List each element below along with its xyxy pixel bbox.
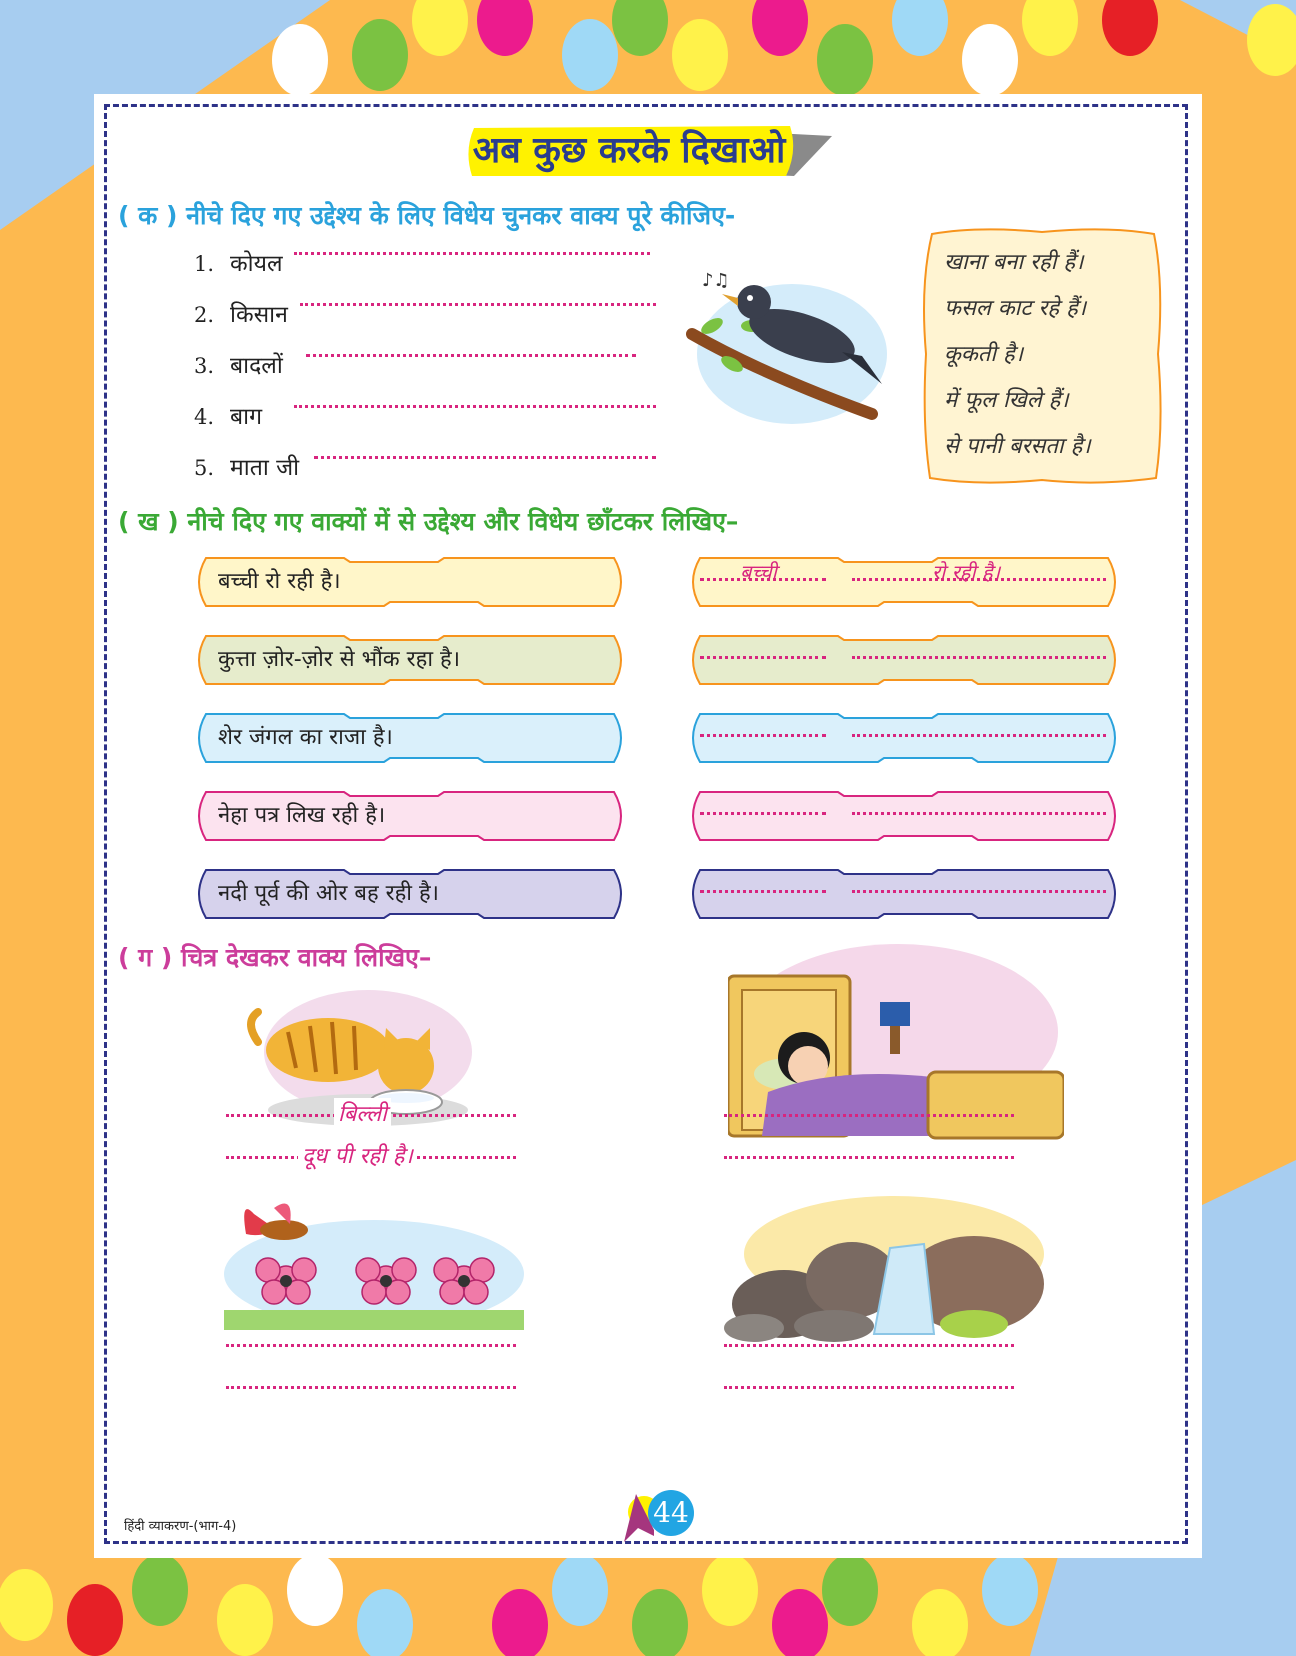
sentence-row <box>194 712 628 764</box>
butterfly-flowers-picture <box>224 1194 524 1330</box>
options-list <box>944 240 1091 470</box>
answer-row <box>688 868 1122 920</box>
list-item: 4. बाग <box>194 399 262 439</box>
sentence-row <box>194 556 628 608</box>
option-item: खाना बना रही हैं। <box>944 250 1084 275</box>
writing-line[interactable] <box>226 1384 516 1389</box>
sentence-text: कुत्ता ज़ोर-ज़ोर से भौंक रहा है। <box>218 647 461 672</box>
example-answer-line2: दूध पी रही है। <box>298 1140 417 1170</box>
predicate-answer-line[interactable] <box>852 720 1106 737</box>
subject-answer-line[interactable] <box>700 876 826 893</box>
subject-answer-line[interactable] <box>700 642 826 659</box>
list-item: 5. माता जी <box>194 450 299 490</box>
answer-line[interactable] <box>294 250 650 255</box>
page-number-badge <box>614 1484 694 1544</box>
sentence-text: नेहा पत्र लिख रही है। <box>218 803 386 828</box>
answer-row <box>688 556 1122 608</box>
answer-line[interactable] <box>306 352 636 357</box>
worksheet-page <box>94 94 1202 1558</box>
subject-answer: बच्ची <box>740 560 777 584</box>
page-title: अब कुछ करके दिखाओ <box>472 130 786 171</box>
writing-line[interactable] <box>724 1154 1014 1159</box>
answer-row <box>688 634 1122 686</box>
list-item: 1. कोयल <box>194 246 283 286</box>
sentence-text: बच्ची रो रही है। <box>218 569 341 594</box>
title-banner <box>464 122 834 180</box>
answer-line[interactable] <box>314 454 656 459</box>
svg-text:♪♫: ♪♫ <box>702 270 730 291</box>
answer-row <box>688 712 1122 764</box>
predicate-answer-line[interactable] <box>852 876 1106 893</box>
predicate-answer-line[interactable] <box>852 642 1106 659</box>
sentence-row <box>194 790 628 842</box>
page-number: 44 <box>648 1490 694 1536</box>
option-item: में फूल खिले हैं। <box>944 388 1069 413</box>
options-box <box>918 224 1166 490</box>
example-answer-line1: बिल्ली <box>334 1098 391 1128</box>
subject-answer-line[interactable] <box>700 798 826 815</box>
writing-line[interactable] <box>724 1112 1014 1117</box>
sentence-row <box>194 634 628 686</box>
option-item: कूकती है। <box>944 342 1024 367</box>
waterfall-picture <box>724 1194 1054 1344</box>
predicate-answer-line[interactable] <box>852 798 1106 815</box>
list-item: 2. किसान <box>194 297 288 337</box>
section-g-heading: ( ग ) चित्र देखकर वाक्य लिखिए– <box>118 943 432 972</box>
predicate-answer: रो रही है। <box>932 560 1001 584</box>
section-kh-heading: ( ख ) नीचे दिए गए वाक्यों में से उद्देश्य और विधेय छाँटकर लिखिए– <box>118 507 739 536</box>
answer-row <box>688 790 1122 842</box>
answer-line[interactable] <box>294 403 656 408</box>
option-item: फसल काट रहे हैं। <box>944 296 1087 321</box>
writing-line[interactable] <box>226 1342 516 1347</box>
list-item: 3. बादलों <box>194 348 283 388</box>
option-item: से पानी बरसता है। <box>944 434 1091 459</box>
sentence-text: शेर जंगल का राजा है। <box>218 725 393 750</box>
sentence-row <box>194 868 628 920</box>
section-k-heading: ( क ) नीचे दिए गए उद्देश्य के लिए विधेय चुनकर वाक्य पूरे कीजिए- <box>118 201 736 230</box>
subject-answer-line[interactable] <box>700 720 826 737</box>
sentence-text: नदी पूर्व की ओर बह रही है। <box>218 881 440 906</box>
writing-line[interactable] <box>724 1342 1014 1347</box>
book-title-footer: हिंदी व्याकरण-(भाग-4) <box>124 1519 237 1534</box>
cuckoo-illustration <box>682 264 892 434</box>
answer-line[interactable] <box>300 301 656 306</box>
writing-line[interactable] <box>724 1384 1014 1389</box>
